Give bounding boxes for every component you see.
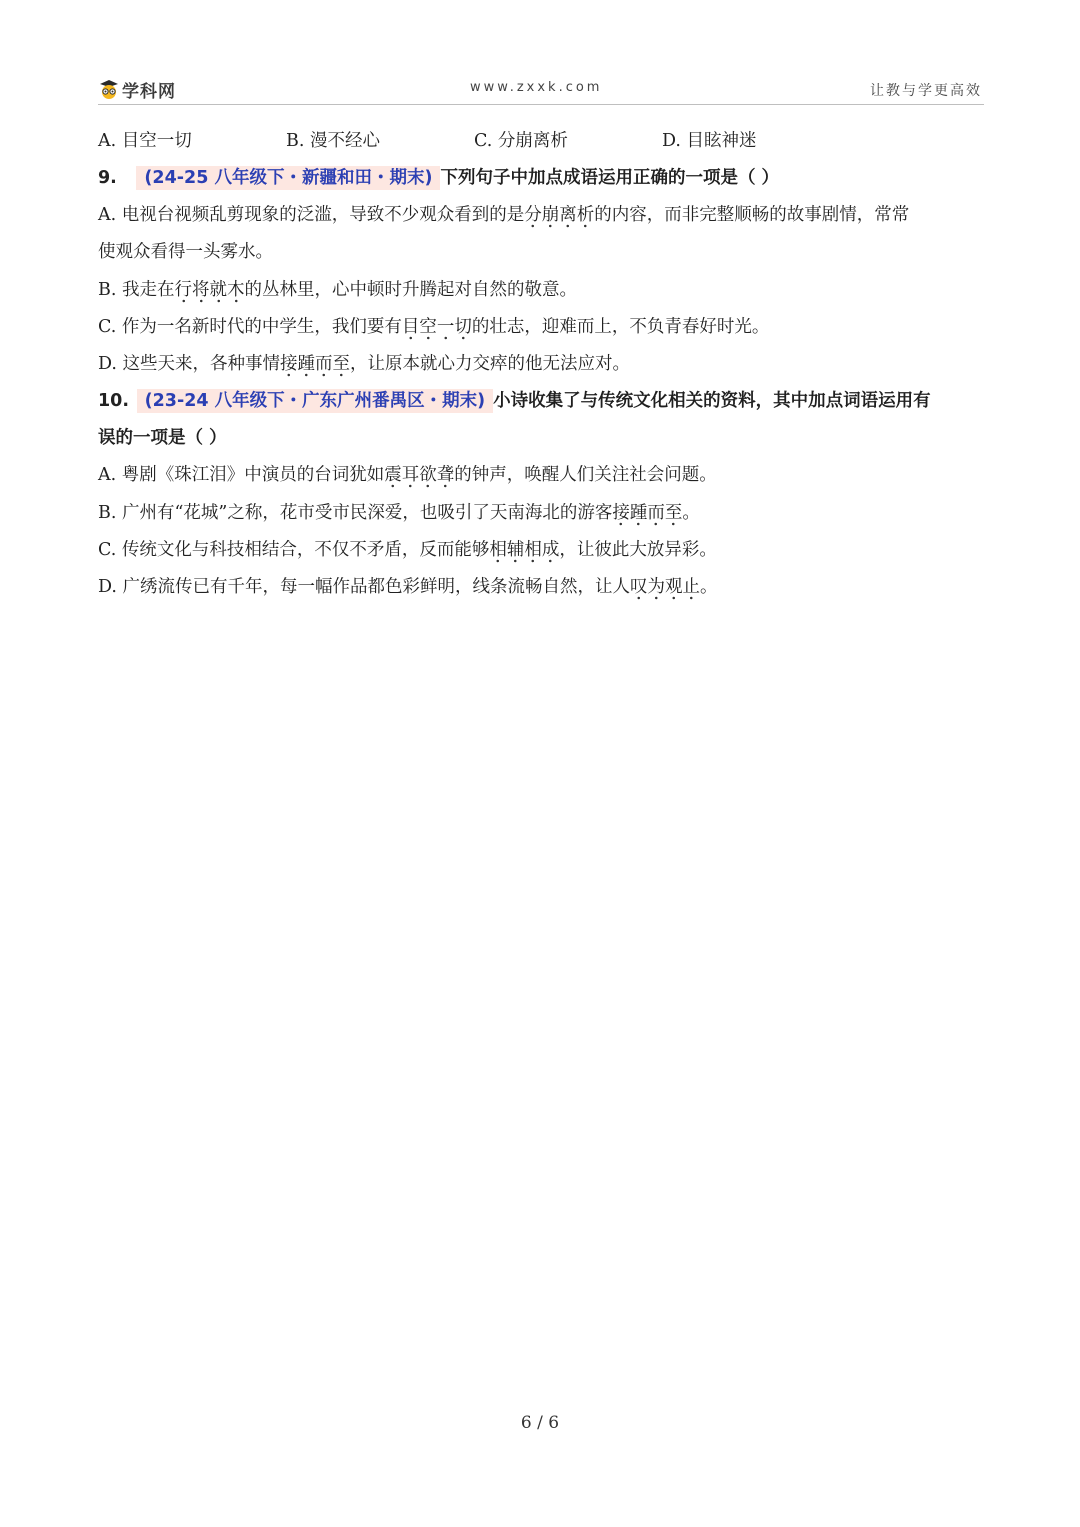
q10-option-d bbox=[98, 575, 718, 599]
marked-idiom: 相辅相成 bbox=[489, 540, 559, 564]
question-source: (23-24 八年级下・广东广州番禺区・期末) bbox=[137, 389, 494, 413]
option-text: ，让原本就心力交瘁的他无法应对。 bbox=[350, 354, 631, 374]
marked-idiom: 叹为观止 bbox=[630, 577, 700, 601]
q9-option-b bbox=[98, 278, 577, 302]
marked-idiom: 分崩离析 bbox=[524, 205, 594, 229]
marked-idiom: 接踵而至 bbox=[280, 354, 350, 378]
q10-option-c bbox=[98, 538, 717, 562]
option-text: 的壮志，迎难而上，不负青春好时光。 bbox=[471, 317, 770, 337]
marked-idiom: 行将就木 bbox=[175, 280, 245, 304]
slogan: 让教与学更高效 bbox=[870, 83, 982, 99]
option-text: D. 这些天来，各种事情 bbox=[98, 354, 281, 374]
q10-option-b bbox=[98, 501, 700, 525]
page-header bbox=[98, 78, 984, 105]
option-text: 的钟声，唤醒人们关注社会问题。 bbox=[454, 465, 717, 485]
question-10-header bbox=[98, 389, 931, 413]
option-text: C. 作为一名新时代的中学生，我们要有 bbox=[98, 317, 402, 337]
question-source: (24-25 八年级下・新疆和田・期末) bbox=[136, 166, 440, 190]
question-10-stem-line2: 误的一项是（ ） bbox=[98, 428, 227, 448]
option-text: 的丛林里，心中顿时升腾起对自然的敬意。 bbox=[244, 280, 577, 300]
prev-question-options bbox=[98, 129, 998, 153]
option-text: C. 传统文化与科技相结合，不仅不矛盾，反而能够 bbox=[98, 540, 490, 560]
option-text: ，让彼此大放异彩。 bbox=[559, 540, 717, 560]
q9-option-a bbox=[98, 203, 909, 227]
logo bbox=[98, 78, 176, 100]
option-text: 。 bbox=[700, 577, 718, 597]
option-text: 。 bbox=[682, 503, 700, 523]
option-text: D. 广绣流传已有千年，每一幅作品都色彩鲜明，线条流畅自然，让人 bbox=[98, 577, 631, 597]
question-stem: 下列句子中加点成语运用正确的一项是（ ） bbox=[440, 168, 780, 188]
question-9-header bbox=[98, 166, 779, 190]
owl-logo-icon bbox=[98, 79, 120, 99]
option-text: B. 广州有“花城”之称，花市受市民深爱，也吸引了天南海北的游客 bbox=[98, 503, 613, 523]
marked-idiom: 接踵而至 bbox=[612, 503, 682, 527]
logo-text: 学科网 bbox=[122, 81, 176, 102]
marked-idiom: 震耳欲聋 bbox=[384, 465, 454, 489]
q9-option-d bbox=[98, 352, 630, 376]
option-text: B. 我走在 bbox=[98, 280, 175, 300]
question-number: 9. bbox=[98, 168, 117, 188]
option-text: A. 电视台视频乱剪现象的泛滥，导致不少观众看到的是 bbox=[98, 205, 525, 225]
marked-idiom: 目空一切 bbox=[402, 317, 472, 341]
q9-option-c bbox=[98, 315, 769, 339]
q10-option-a bbox=[98, 463, 717, 487]
option-c: C. 分崩离析 bbox=[474, 131, 568, 151]
option-d: D. 目眩神迷 bbox=[662, 131, 757, 151]
option-a: A. 目空一切 bbox=[98, 131, 192, 151]
q9-option-a-line2: 使观众看得一头雾水。 bbox=[98, 242, 273, 262]
question-number: 10. bbox=[98, 391, 130, 411]
option-text: A. 粤剧《珠江泪》中演员的台词犹如 bbox=[98, 465, 385, 485]
option-b: B. 漫不经心 bbox=[286, 131, 380, 151]
site-url[interactable]: www.zxxk.com bbox=[470, 80, 603, 95]
page-number: 6 / 6 bbox=[520, 1413, 560, 1433]
question-stem: 小诗收集了与传统文化相关的资料，其中加点词语运用有 bbox=[493, 391, 931, 411]
option-text: 的内容，而非完整顺畅的故事剧情，常常 bbox=[594, 205, 910, 225]
